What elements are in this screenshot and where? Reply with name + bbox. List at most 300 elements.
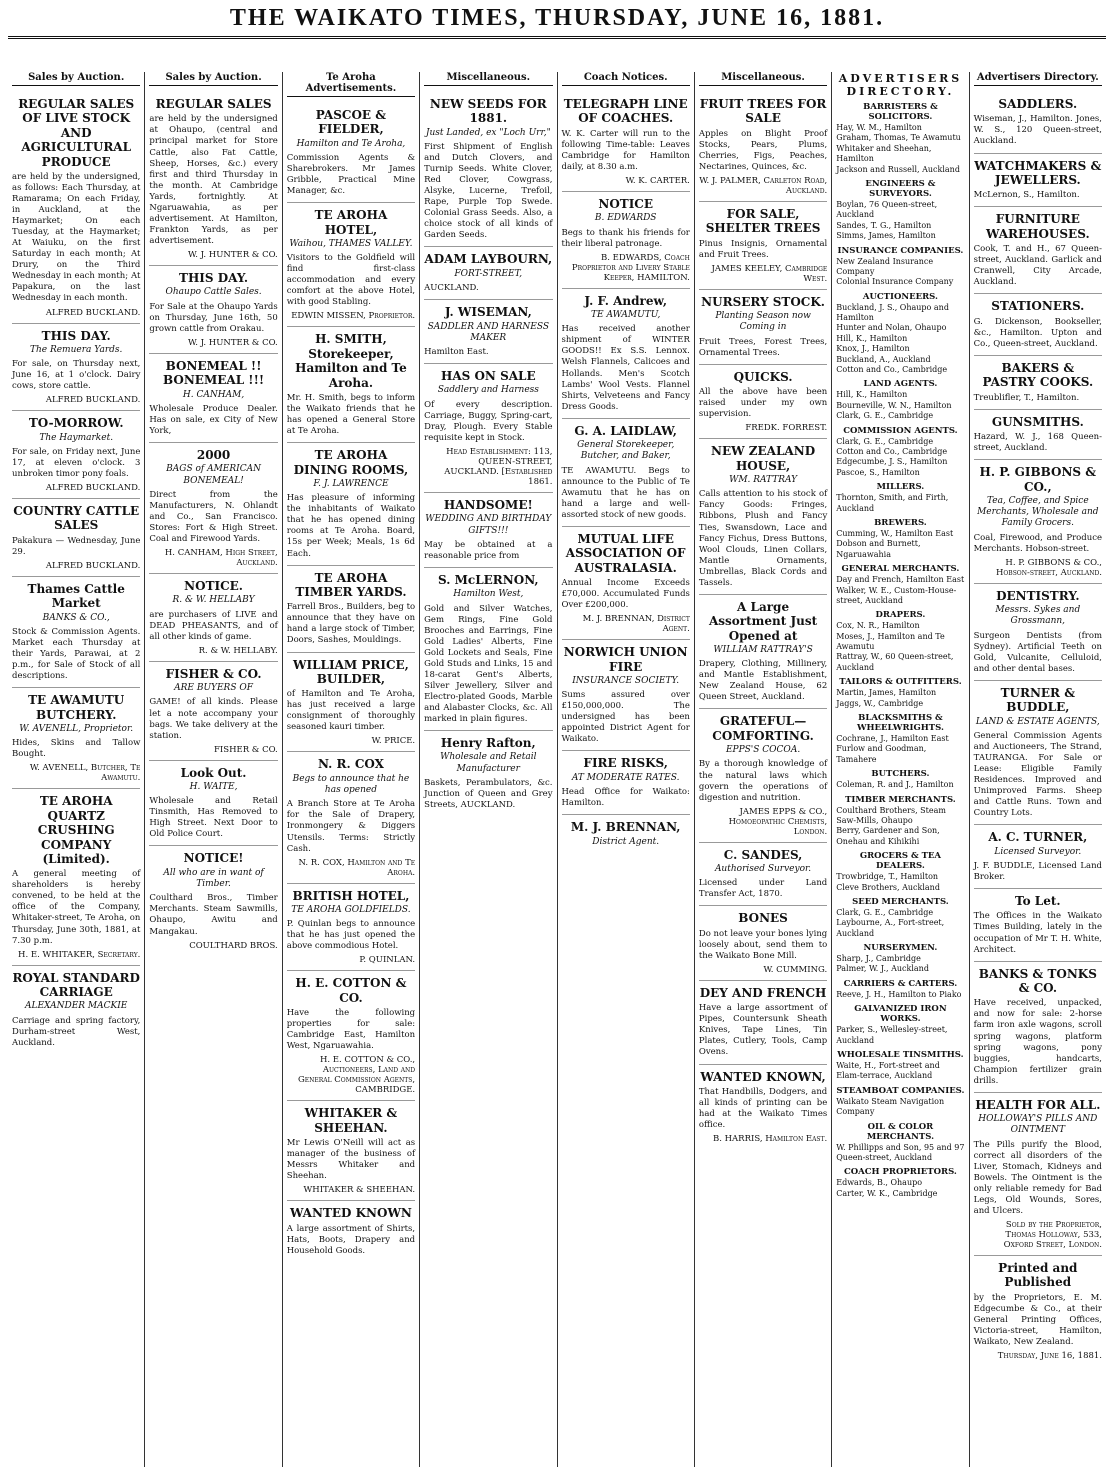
ad-subtitle: Authorised Surveyor.: [714, 864, 812, 875]
directory-section-heading: LAND AGENTS.: [863, 379, 938, 390]
ad-body: G. Dickenson, Bookseller, &c., Hamilton. Upton and Co., Queen-street, Auckland.: [973, 316, 1102, 349]
ad-title: COUNTRY CATTLE SALES: [13, 504, 140, 533]
directory-section-heading: DRAPERS.: [875, 610, 926, 621]
ad-subtitle: R. & W. HELLABY: [172, 595, 255, 606]
ad-body: Coulthard Bros., Timber Merchants. Steam Sawmills, Ohaupo, Awitu and Mangakau.: [149, 893, 278, 937]
advertisement: [12, 324, 140, 412]
directory-entry: Edwards, B., Ohaupo: [836, 1178, 923, 1188]
ad-body: Has pleasure of informing the inhabitants of Waikato that he has opened dining rooms at Te Aroha. Board, 15s per Week; Meals, 1s 6d Each.: [286, 493, 416, 559]
directory-section-heading: GROCERS & TEA DEALERS.: [859, 851, 942, 872]
ad-title: J. WISEMAN,: [444, 305, 532, 320]
ad-body: The Offices in the Waikato Times Building, lately in the occupation of Mr T. H. White, Architect.: [973, 911, 1102, 955]
ad-body: That Handbills, Dodgers, and all kinds of printing can be had at the Waikato Times office.: [698, 1086, 828, 1131]
directory-entry: Simms, James, Hamilton: [836, 231, 936, 241]
column-5: [558, 72, 695, 1467]
column-1: [8, 72, 145, 1467]
column-header: Advertisers Directory.: [974, 72, 1102, 86]
advertisement: [974, 1093, 1102, 1256]
ad-title: FIRE RISKS,: [583, 756, 668, 771]
ad-title: N. R. COX: [317, 757, 384, 772]
ad-title: BONES: [738, 911, 788, 926]
advertisement: [149, 354, 277, 443]
ad-subtitle: BANKS & CO.,: [42, 612, 110, 623]
advertisement: [287, 884, 415, 972]
directory-section-heading: SEED MERCHANTS.: [852, 896, 949, 907]
ad-body: Hazard, W. J., 168 Queen-street, Auckland.: [973, 432, 1102, 454]
advertisement: [149, 266, 277, 354]
ad-title: WANTED KNOWN,: [700, 1069, 826, 1084]
directory-entry: Hill, K., Hamilton: [836, 390, 908, 400]
ad-body: Cook, T. and H., 67 Queen-street, Auckland. Garlick and Cranwell, City Arcade, Auckland.: [973, 244, 1102, 288]
advertisement: [562, 92, 690, 192]
advertisement: [699, 1065, 827, 1150]
ad-title: Thames Cattle Market: [27, 581, 125, 611]
advertisement: [424, 364, 552, 493]
directory-entry: Clark, G. E., Cambridge: [836, 907, 934, 917]
ad-body: Mr Lewis O'Neill will act as manager of the business of Messrs Whitaker and Sheehan.: [286, 1138, 416, 1182]
ad-body: Mr. H. Smith, begs to inform the Waikato friends that he has opened a General Store at Te Aroha.: [286, 393, 416, 437]
ad-title: TO-MORROW.: [28, 416, 124, 431]
ad-body: W. K. Carter will run to the following Time-table: Leaves Cambridge for Hamilton daily, at 8.30 a.m.: [561, 128, 690, 172]
ad-subtitle: Licensed Surveyor.: [994, 846, 1082, 857]
directory-entry: Carter, W. K., Cambridge: [836, 1188, 938, 1198]
ad-title: C. SANDES,: [723, 847, 803, 862]
ad-body: Visitors to the Goldfield will find first-class accommodation and every comfort at the above Hotel, with good Stabling.: [286, 253, 416, 308]
directory-entry-list: [836, 575, 964, 606]
directory-entry-list: [836, 621, 964, 673]
ad-subtitle: H. CANHAM,: [182, 389, 245, 400]
directory-entry-list: [836, 257, 964, 288]
ad-title: QUICKS.: [733, 369, 793, 384]
ad-body: are held by the undersigned at Ohaupo, (central and principal market for Store Cattle, also Fat Cattle, Sheep, Horses, &c.) every first and third Thursday in the month. At Cambridge Yards, fortnightly. At Ngaruawahia, as per advertisement. At Hamilton, Frankton Yards, as per advertisement.: [149, 114, 278, 246]
advertisement: [699, 595, 827, 710]
ad-subtitle: Tea, Coffee, and Spice Merchants, Wholesale and Family Grocers.: [977, 495, 1099, 529]
ad-title: BONEMEAL !! BONEMEAL !!!: [163, 358, 265, 388]
directory-entry: Cox, N. R., Hamilton: [836, 621, 920, 631]
directory-entry: Buckland, A., Auckland: [836, 354, 931, 364]
ad-title: S. McLERNON,: [438, 572, 539, 587]
ad-signature: W. PRICE.: [371, 736, 416, 747]
ad-signature: B. HARRIS, Hamilton East.: [712, 1134, 828, 1145]
ad-body: Coal, Firewood, and Produce Merchants. Hobson-street.: [973, 532, 1102, 554]
directory-entry-list: [836, 872, 964, 893]
ad-body: Begs to thank his friends for their liberal patronage.: [561, 227, 690, 249]
ad-body: The Pills purify the Blood, correct all disorders of the Liver, Stomach, Kidneys and Bowels. The Ointment is the only reliable remedy for Bad Legs, Old Wounds, Sores, and Ulcers.: [973, 1139, 1102, 1216]
ad-title: NOTICE: [598, 196, 654, 211]
ad-body: Pinus Insignis, Ornamental and Fruit Trees.: [698, 238, 828, 260]
directory-entry: Coleman, R. and J., Hamilton: [836, 780, 954, 790]
ad-signature: Sold by the Proprietor, Thomas Holloway, 533, Oxford Street, London.: [1003, 1219, 1102, 1250]
ad-title: NEW SEEDS FOR 1881.: [429, 97, 547, 126]
ad-title: TE AROHA QUARTZ CRUSHING COMPANY (Limited).: [37, 794, 115, 866]
ad-title: GRATEFUL—COMFORTING.: [712, 714, 814, 743]
advertisement: [424, 92, 552, 247]
advertisement: [699, 202, 827, 290]
column-4: [420, 72, 557, 1467]
ad-body: Annual Income Exceeds £70,000. Accumulated Funds Over £200,000.: [561, 578, 690, 611]
directory-entry: Cleve Brothers, Auckland: [836, 882, 940, 892]
advertisement: [12, 789, 140, 965]
directory-entry: Martin, James, Hamilton: [836, 688, 937, 698]
ad-body: Hamilton East.: [424, 347, 489, 358]
ad-title: FOR SALE, SHELTER TREES: [705, 206, 821, 236]
ad-title: DENTISTRY.: [996, 588, 1080, 603]
advertisement: [149, 443, 277, 574]
advertisement: [562, 751, 690, 815]
directory-section-heading: STEAMBOAT COMPANIES.: [836, 1085, 965, 1096]
ad-signature: R. & W. HELLABY.: [198, 645, 278, 656]
column-header: Coach Notices.: [562, 72, 690, 86]
ad-title: WHITAKER & SHEEHAN.: [304, 1106, 398, 1135]
column-header: Sales by Auction.: [149, 72, 277, 86]
advertisement: [287, 653, 415, 753]
ad-body: First Shipment of English and Dutch Clovers, and Turnip Seeds. White Clover, Red Clover, Cowgrass, Alsyke, Lucerne, Trefoil, Rape, Purple Top Swede. Colonial Grass Seeds. Also, a choice stock of all kinds of Garden Seeds.: [424, 142, 553, 241]
ad-body: May be obtained at a reasonable price from: [424, 539, 553, 561]
ad-body: TE AWAMUTU. Begs to announce to the Public of Te Awamutu that he has on hand a large and well-assorted stock of new goods.: [561, 465, 690, 520]
ad-body: Carriage and spring factory, Durham-street West, Auckland.: [12, 1015, 141, 1048]
directory-section-heading: AUCTIONEERS.: [862, 291, 938, 302]
advertisement: [562, 640, 690, 751]
ad-title: TE AWAMUTU BUTCHERY.: [28, 693, 125, 722]
ad-subtitle: H. WAITE,: [189, 782, 238, 793]
ad-body: Fruit Trees, Forest Trees, Ornamental Trees.: [698, 336, 828, 358]
ad-title: TE AROHA TIMBER YARDS.: [295, 570, 407, 599]
ad-title: To Let.: [1015, 894, 1061, 909]
ad-title: WATCHMAKERS & JEWELLERS.: [974, 158, 1102, 187]
ad-body: P. Quinlan begs to announce that he has just opened the above commodious Hotel.: [286, 919, 416, 952]
ad-title: NOTICE!: [183, 851, 244, 866]
directory-section-heading: INSURANCE COMPANIES.: [837, 245, 964, 256]
ad-signature: FISHER & CO.: [214, 744, 278, 755]
advertisement: [974, 356, 1102, 410]
directory-section-heading: TIMBER MERCHANTS.: [845, 794, 956, 805]
column-8: [970, 72, 1106, 1467]
advertisement: [287, 566, 415, 653]
ad-subtitle: W. AVENELL, Proprietor.: [19, 724, 134, 734]
directory-entry: Dobson and Burnett, Ngaruawahia: [836, 539, 921, 559]
ad-subtitle: Just Landed, ex "Loch Urr,": [425, 127, 551, 138]
ad-signature: P. QUINLAN.: [359, 955, 416, 966]
advertisement: [699, 92, 827, 202]
directory-entry: Cumming, W., Hamilton East: [836, 528, 954, 538]
ad-body: Stock & Commission Agents. Market each Thursday at their Yards, Parawai, at 2 p.m., for Sale of Stock of all descriptions.: [12, 626, 141, 682]
ad-subtitle: Hamilton and Te Aroha,: [296, 138, 406, 149]
advertisement: [12, 411, 140, 499]
ad-subtitle: WILLIAM RATTRAY'S: [713, 644, 813, 655]
advertisement: [287, 971, 415, 1101]
ad-title: G. A. LAIDLAW,: [574, 423, 677, 438]
directory-entry-list: [836, 954, 964, 975]
directory-section-heading: OIL & COLOR MERCHANTS.: [866, 1121, 935, 1142]
directory-entry: Pascoe, S., Hamilton: [836, 467, 920, 477]
column-header: Miscellaneous.: [424, 72, 552, 86]
ad-subtitle: INSURANCE SOCIETY.: [572, 675, 680, 686]
advertisement: [562, 289, 690, 419]
ad-title: Look Out.: [180, 765, 247, 780]
directory-entry: Sharp, J., Cambridge: [836, 954, 921, 964]
ad-title: NURSERY STOCK.: [701, 294, 825, 309]
ad-signature: WHITAKER & SHEEHAN.: [303, 1185, 416, 1196]
ad-signature: W. J. HUNTER & CO.: [188, 249, 278, 260]
directory-entry: Furlow and Goodman, Tamahere: [836, 744, 927, 764]
ad-subtitle: TE AROHA GOLDFIELDS.: [291, 905, 411, 915]
ad-body: are held by the undersigned, as follows: Each Thursday, at Ramarama; On each Friday, in Auckland, at the Haymarket; On each Tuesday, at the Haymarket; At Waiuku, on the first Saturday in each month; At Drury, on the Third Wednesday in each month; At Papakura, on the last Wednesday in each month.: [12, 171, 141, 304]
masthead: [8, 6, 1106, 66]
directory-entry: Laybourne, A., Fort-street, Auckland: [836, 918, 945, 938]
ad-body: AUCKLAND.: [424, 283, 479, 294]
ad-subtitle: EPPS'S COCOA.: [725, 745, 801, 756]
ad-subtitle: FORT-STREET,: [454, 268, 523, 279]
ad-subtitle: The Haymarket.: [39, 432, 114, 443]
ad-subtitle: B. EDWARDS: [594, 213, 657, 224]
ad-signature: ALFRED BUCKLAND.: [45, 395, 141, 406]
advertisement: [562, 192, 690, 289]
ad-body: GAME! of all kinds. Please let a note accompany your bags. We take delivery at the station.: [149, 697, 278, 741]
advertisement: [562, 527, 690, 640]
ad-subtitle: General Storekeeper, Butcher, and Baker,: [577, 440, 675, 462]
ad-title: NEW ZEALAND HOUSE,: [711, 444, 816, 473]
directory-entry: Cotton and Co., Cambridge: [836, 365, 948, 375]
ad-subtitle: LAND & ESTATE AGENTS,: [975, 716, 1100, 727]
advertisement: [974, 92, 1102, 154]
advertisement: [974, 410, 1102, 460]
ad-subtitle: All who are in want of Timber.: [163, 867, 264, 890]
advertisement: [562, 419, 690, 527]
directory-entry: Rattray, W., 60 Queen-street, Auckland: [836, 652, 954, 672]
directory-section-heading: MILLERS.: [876, 482, 925, 493]
ad-body: Wholesale Produce Dealer. Has on sale, ex City of New York,: [149, 403, 278, 436]
ad-body: Have a large assortment of Pipes, Countersunk Sheath Knives, Tape Lines, Tin Plates, Cutlery, Tools, Camp Ovens.: [698, 1003, 828, 1058]
ad-signature: Head Establishment: 113, QUEEN-STREET, AUCKLAND. [Established 1861.: [444, 446, 553, 487]
directory-entry: Waikato Steam Navigation Company: [836, 1096, 945, 1117]
advertisement: [12, 499, 140, 577]
directory-entry-list: [836, 437, 964, 479]
ad-title: WANTED KNOWN: [289, 1206, 412, 1221]
directory-section-heading: TAILORS & OUTFITTERS.: [839, 677, 962, 688]
advertisement: [287, 203, 415, 327]
directory-entry-list: [836, 303, 964, 376]
ad-body: Sums assured over £150,000,000. The undersigned has been appointed District Agent for Waikato.: [561, 690, 690, 745]
advertisement: [12, 92, 140, 324]
ad-title: H. P. GIBBONS & CO.,: [979, 465, 1097, 494]
directory-section-heading: GENERAL MERCHANTS.: [841, 564, 960, 575]
ad-body: For Sale at the Ohaupo Yards on Thursday, June 16th, 50 grown cattle from Orakau.: [149, 301, 278, 334]
directory-entry-list: [836, 1178, 964, 1199]
advertisement: [974, 154, 1102, 208]
ad-body: Drapery, Clothing, Millinery, and Mantle Establishment, New Zealand House, 62 Queen Street, Auckland.: [698, 659, 828, 703]
directory-entry-list: [836, 908, 964, 939]
directory-entry: Edgecumbe, J. S., Hamilton: [836, 457, 948, 467]
ad-subtitle: WM. RATTRAY: [729, 475, 798, 486]
ad-body: Direct from the Manufacturers, N. Ohlandt and Co., San Francisco. Stores: Fort & High Street. Coal and Firewood Yards.: [149, 489, 278, 544]
advertisement: [424, 493, 552, 568]
directory-section-heading: COMMISSION AGENTS.: [843, 425, 958, 436]
ad-body: are purchasers of LIVE and DEAD PHEASANTS, and of all other kinds of game.: [149, 609, 278, 642]
advertisement: [974, 825, 1102, 889]
ad-signature: ALFRED BUCKLAND.: [45, 560, 141, 571]
directory-entry: Thornton, Smith, and Firth, Auckland: [836, 493, 949, 513]
directory-entry-list: [836, 1143, 964, 1164]
advertisement: [149, 846, 277, 955]
ad-subtitle: WEDDING AND BIRTHDAY GIFTS!!!: [425, 514, 552, 536]
directory-entry: Hay, W. M., Hamilton: [836, 123, 922, 132]
ad-title: FRUIT TREES FOR SALE: [699, 97, 827, 126]
ad-body: Pakakura — Wednesday, June 29.: [12, 535, 141, 557]
advertisement: [562, 815, 690, 853]
ad-title: A Large Assortment Just Opened at: [708, 599, 818, 643]
ad-body: Of every description. Carriage, Buggy, Spring-cart, Dray, Plough. Every Stable requisite kept in Stock.: [424, 399, 553, 443]
ad-signature: FREDK. FORREST.: [745, 423, 828, 434]
directory-section-heading: BARRISTERS & SOLICITORS.: [863, 102, 938, 122]
directory-entry: New Zealand Insurance Company: [836, 256, 934, 276]
column-header: Sales by Auction.: [12, 72, 140, 86]
ad-body: For sale, on Friday next, June 17, at eleven o'clock. 3 unbroken timor pony foals.: [12, 446, 141, 480]
directory-section-heading: COACH PROPRIETORS.: [843, 1167, 957, 1178]
advertisement: [149, 662, 277, 761]
directory-entry: Hunter and Nolan, Ohaupo: [836, 323, 947, 333]
directory-entry-list: [836, 123, 964, 175]
directory-entry: Clark, G. E., Cambridge: [836, 411, 934, 421]
directory-entry: Coulthard Brothers, Steam Saw-Mills, Ohaupo: [836, 805, 946, 825]
directory-entry-list: [836, 780, 964, 790]
ad-body: Apples on Blight Proof Stocks, Pears, Plums, Cherries, Figs, Peaches, Nectarines, Quinces, &c.: [698, 128, 828, 172]
directory-entry: Trowbridge, T., Hamilton: [836, 872, 939, 882]
ad-signature: W. K. CARTER.: [625, 175, 690, 186]
ad-subtitle: ALEXANDER MACKIE: [24, 1001, 128, 1012]
advertisement: [974, 460, 1102, 584]
ad-title: TE AROHA DINING ROOMS,: [293, 448, 409, 477]
directory-entry: Clark, G. E., Cambridge: [836, 436, 934, 446]
directory-entry: Colonial Insurance Company: [836, 277, 954, 287]
ad-body: For sale, on Thursday next, June 16, at 1 o'clock. Dairy cows, store cattle.: [12, 359, 141, 392]
directory-entry: Whitaker and Sheehan, Hamilton: [836, 143, 932, 164]
directory-section-heading: BLACKSMITHS & WHEELWRIGHTS.: [856, 713, 944, 734]
column-header: Te Aroha Advertisements.: [287, 72, 415, 97]
advertisement: [287, 752, 415, 883]
ad-body: Licensed under Land Transfer Act, 1870.: [698, 878, 828, 900]
ad-signature: W. J. HUNTER & CO.: [188, 337, 278, 348]
ad-body: by the Proprietors, E. M. Edgecumbe & Co., at their General Printing Offices, Victoria-street, Hamilton, Waikato, New Zealand.: [973, 1292, 1102, 1347]
ad-signature: EDWIN MISSEN, Proprietor.: [291, 311, 416, 322]
masthead-title: THE WAIKATO TIMES, THURSDAY, JUNE 16, 1881.: [229, 5, 885, 31]
ad-body: J. F. BUDDLE, Licensed Land Broker.: [973, 860, 1102, 882]
ad-title: FURNITURE WAREHOUSES.: [986, 212, 1090, 241]
advertisement: [699, 365, 827, 440]
ad-title: DEY AND FRENCH: [699, 985, 827, 1000]
ad-body: Farrell Bros., Builders, beg to announce that they have on hand a large stock of Timber, Doors, Sashes, Mouldings.: [286, 602, 416, 646]
ad-signature: W. J. PALMER, Carleton Road, Auckland.: [699, 175, 828, 196]
ad-body: Treublifler, T., Hamilton.: [973, 392, 1080, 403]
directory-entry: Graham, Thomas, Te Awamutu: [836, 133, 961, 143]
advertisement: [287, 1201, 415, 1262]
directory-entry: Sandes, T. G., Hamilton: [836, 220, 932, 230]
ad-title: M. J. BRENNAN,: [570, 820, 681, 835]
advertisement: [699, 981, 827, 1065]
advertisement: [287, 1101, 415, 1201]
directory-entry: Boylan, 76 Queen-street, Auckland: [836, 199, 938, 220]
advertisement: [974, 207, 1102, 294]
ad-signature: H. P. GIBBONS & CO., Hobson-street, Auckland.: [995, 557, 1102, 578]
ad-body: A general meeting of shareholders is hereby convened, to be held at the office of the Company, Whitaker-street, Te Aroha, on Thursday, June 30th, 1881, at 7.30 p.m.: [12, 869, 141, 946]
column-3: [283, 72, 420, 1467]
ad-body: A large assortment of Shirts, Hats, Boots, Drapery and Household Goods.: [286, 1223, 416, 1256]
directory-section-heading: CARRIERS & CARTERS.: [843, 978, 958, 989]
ad-title: BANKS & TONKS & CO.: [978, 966, 1097, 995]
directory-entry-list: [836, 1061, 964, 1082]
ad-title: NOTICE.: [184, 579, 243, 594]
ad-title: HANDSOME!: [443, 497, 533, 512]
directory-entry: Hill, K., Hamilton: [836, 333, 908, 343]
masthead-rule: [8, 36, 1106, 39]
ad-subtitle: F. J. LAWRENCE: [313, 479, 389, 490]
ad-subtitle: The Remuera Yards.: [29, 344, 123, 355]
advertisement: [287, 443, 415, 565]
ad-title: BRITISH HOTEL,: [292, 888, 410, 903]
ad-title: SADDLERS.: [998, 97, 1078, 111]
directory-entry: Parker, S., Wellesley-street, Auckland: [836, 1025, 948, 1045]
directory-subtitle: DIRECTORY.: [846, 85, 955, 98]
directory-entry: Waite, H., Fort-street and Elam-terrace, Auckland: [836, 1061, 940, 1081]
advertisement: [424, 568, 552, 731]
directory-entry-list: [836, 1025, 964, 1046]
advertisement: [12, 966, 140, 1054]
ad-body: Wiseman, J., Hamilton. Jones, W. S., 120 Queen-street, Auckland.: [973, 114, 1102, 147]
ad-subtitle: Messrs. Sykes and Grossmann,: [995, 605, 1081, 627]
ad-body: A Branch Store at Te Aroha for the Sale of Drapery, Ironmongery & Diggers Utensils. Terms: Strictly Cash.: [286, 799, 416, 854]
ad-signature: ALFRED BUCKLAND.: [45, 483, 141, 494]
directory-entry: Berry, Gardener and Son, Onehau and Kihikihi: [836, 826, 940, 846]
ad-subtitle: SADDLER AND HARNESS MAKER: [427, 321, 550, 343]
advertisement: [287, 327, 415, 443]
ad-body: Have the following properties for sale: Cambridge East, Hamilton West, Ngaruawahia.: [286, 1008, 416, 1052]
ad-title: BAKERS & PASTRY COOKS.: [982, 360, 1094, 390]
advertisement: [12, 688, 140, 789]
ad-signature: Thursday, June 16, 1881.: [997, 1350, 1102, 1361]
advertisement: [699, 843, 827, 907]
ad-subtitle: TE AWAMUTU,: [591, 310, 661, 321]
ad-subtitle: Begs to announce that he has opened: [292, 773, 410, 796]
ad-body: Calls attention to his stock of Fancy Goods: Fringes, Ribbons, Plush and Fancy Ties, Swansdown, Lace and Fancy Fichus, Dress Buttons, Wool Clouds, Linen Collars, Mantle Ornaments, Umbrellas, Black Cords and Tassels.: [698, 489, 828, 588]
ad-body: Head Office for Waikato: Hamilton.: [561, 787, 690, 809]
directory-entry-list: [836, 1097, 964, 1118]
directory-entry: Knox, J., Hamilton: [836, 344, 910, 354]
ad-signature: H. CANHAM, High Street, Auckland.: [164, 548, 278, 569]
directory-entry: Cotton and Co., Cambridge: [836, 446, 948, 456]
ad-title: NORWICH UNION FIRE: [563, 645, 688, 674]
directory-entry: Bourneville, W. N., Hamilton: [836, 400, 952, 410]
ad-title: TURNER & BUDDLE,: [1000, 685, 1076, 715]
advertisement: [699, 439, 827, 594]
ad-signature: H. E. COTTON & CO., Auctioneers, Land and General Commission Agents, CAMBRIDGE.: [297, 1055, 416, 1096]
ad-title: GUNSMITHS.: [991, 414, 1084, 429]
advertisement: [974, 962, 1102, 1093]
ad-title: ADAM LAYBOURN,: [424, 252, 553, 267]
ad-body: of Hamilton and Te Aroha, has just received a large consignment of thoroughly seasoned kauri timber.: [286, 689, 416, 733]
directory-entry: Palmer, W. J., Auckland: [836, 964, 929, 974]
ad-subtitle: Ohaupo Cattle Sales.: [165, 287, 262, 298]
ad-signature: N. R. COX, Hamilton and Te Aroha.: [298, 857, 416, 878]
directory-entry-list: [836, 734, 964, 765]
ad-subtitle: Planting Season now Coming in: [715, 311, 811, 333]
ad-signature: W. AVENELL, Butcher, Te Awamutu.: [29, 763, 141, 784]
ad-subtitle: Wholesale and Retail Manufacturer: [440, 752, 537, 774]
ad-title: REGULAR SALES: [155, 97, 272, 111]
ad-subtitle: ARE BUYERS OF: [174, 683, 253, 694]
directory-entry: Reeve, J. H., Hamilton to Piako: [836, 989, 962, 999]
directory-entry-list: [836, 390, 964, 421]
directory-entry: Jaggs, W., Cambridge: [836, 698, 924, 708]
ad-subtitle: Saddlery and Harness: [437, 385, 539, 396]
